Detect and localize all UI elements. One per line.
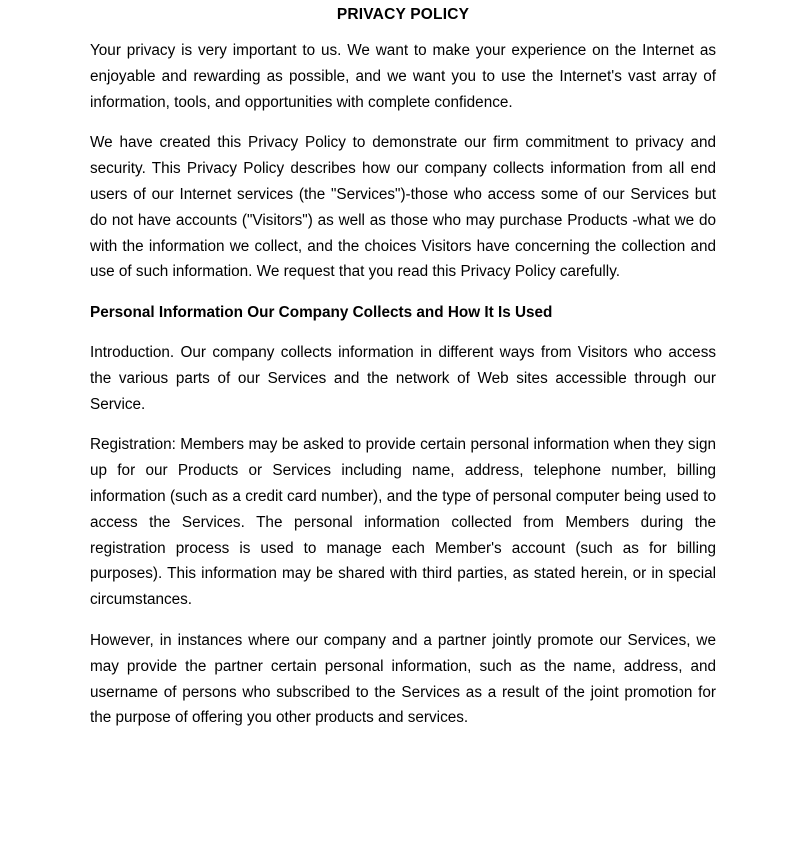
intro-paragraph-2: We have created this Privacy Policy to demonstrate our firm commitment to privacy and security. This Privacy Policy describes how our company collects information from all end users of our Internet services (the "Services")-those who access some of our Services but do not have accounts ("Visitors") as well as those who may purchase Products -what we do with the information we collect, and the choices Visitors have concerning the collection and use of such information. We request that you read this Privacy Policy carefully. [90, 134, 716, 281]
document-title: PRIVACY POLICY [336, 6, 470, 23]
section-paragraph-registration: Registration: Members may be asked to provide certain personal information when they sign up for our Products or Services including name, address, telephone number, billing information (such as a credit card number), and the type of personal computer being used to access the Services. The personal information collected from Members during the registration process is used to manage each Member's account (such as for billing purposes). This information may be shared with third parties, as stated herein, or in special circumstances. [90, 436, 716, 609]
section-heading-personal-information: Personal Information Our Company Collects and How It Is Used [90, 304, 553, 322]
section-paragraph-introduction: Introduction. Our company collects information in different ways from Visitors who access the various parts of our Services and the network of Web sites accessible through our Service. [90, 343, 716, 413]
section-paragraph-joint-promotion: However, in instances where our company and a partner jointly promote our Services, we may provide the partner certain personal information, such as the name, address, and username of persons who subscribed to the Services as a result of the joint promotion for the purpose of offering you other products and services. [90, 631, 716, 727]
intro-paragraph-1: Your privacy is very important to us. We want to make your experience on the Internet as enjoyable and rewarding as possible, and we want you to use the Internet's vast array of information, tools, and opportunities with complete confidence. [90, 42, 716, 111]
